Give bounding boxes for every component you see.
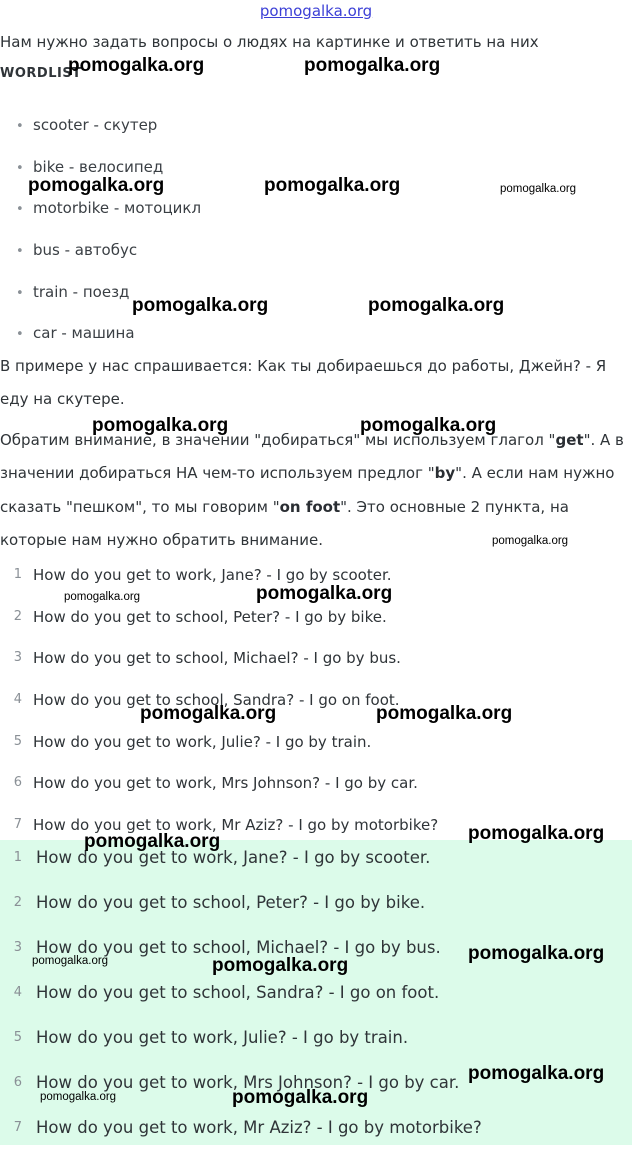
list-item: 3 How do you get to school, Michael? - I go by bus. [13,649,401,668]
list-item: • car - машина [16,318,616,360]
watermark: pomogalka.org [468,1063,605,1084]
watermark: pomogalka.org [304,55,441,76]
watermark: pomogalka.org [40,1091,117,1103]
list-item: 4 How do you get to school, Sandra? - I go on foot. [13,691,400,710]
watermark: pomogalka.org [84,831,221,852]
list-item: 6 How do you get to work, Mrs Johnson? - I go by car. [13,1073,460,1092]
top-site-link[interactable]: pomogalka.org [259,2,373,20]
watermark: pomogalka.org [92,415,229,436]
watermark: pomogalka.org [212,955,349,976]
intro-text: Нам нужно задать вопросы о людях на картинке и ответить на них [0,33,539,51]
watermark: pomogalka.org [468,943,605,964]
keyword-on-foot: on foot [279,497,341,516]
list-item: • train - поезд [16,277,616,319]
bullet-icon: • [16,244,24,260]
explanation-paragraph: Обратим внимание, в значении "добираться" мы используем глагол "get". А в значении добираться НА чем-то используем предлог "by". А если нам нужно сказать "пешком", то мы говорим "on foot". Это основные 2 пункта, на которые нам нужно обратить внимание. [0,431,624,549]
watermark: pomogalka.org [64,591,141,603]
watermark: pomogalka.org [500,183,577,195]
watermark: pomogalka.org [368,295,505,316]
wordlist [16,110,616,360]
list-item: 5 How do you get to work, Julie? - I go by train. [13,1028,409,1047]
watermark: pomogalka.org [376,703,513,724]
watermark: pomogalka.org [68,55,205,76]
list-item: • bus - автобус [16,235,616,277]
watermark: pomogalka.org [264,175,401,196]
watermark: pomogalka.org [140,703,277,724]
bullet-icon: • [16,202,24,218]
bullet-icon: • [16,119,24,134]
list-item: 5 How do you get to work, Julie? - I go by train. [13,732,372,751]
watermark: pomogalka.org [360,415,497,436]
bullet-icon: • [16,285,24,301]
watermark: pomogalka.org [492,535,569,547]
watermark: pomogalka.org [256,583,393,604]
list-item: 1 How do you get to work, Jane? - I go by scooter. [13,566,392,584]
watermark: pomogalka.org [468,823,605,844]
list-item: 1 How do you get to work, Jane? - I go by scooter. [13,848,431,867]
list-item: 2 How do you get to school, Peter? - I go by bike. [13,893,426,912]
watermark: pomogalka.org [132,295,269,316]
list-item: 2 How do you get to school, Peter? - I go by bike. [13,607,387,626]
watermark: pomogalka.org [32,955,109,967]
list-item: 7 How do you get to work, Mr Aziz? - I go by motorbike? [13,816,439,835]
wordlist-heading: WORDLIST [0,66,82,81]
list-item: 3 How do you get to school, Michael? - I go by bus. [13,938,441,957]
example-paragraph: В примере у нас спрашивается: Как ты добираешься до работы, Джейн? - Я еду на скутере. [0,357,607,409]
keyword-by: by [434,464,456,483]
watermark: pomogalka.org [232,1087,369,1108]
list-item: 4 How do you get to school, Sandra? - I go on foot. [13,983,440,1002]
keyword-get: get [555,431,584,449]
bullet-icon: • [16,327,24,343]
list-item: • motorbike - мотоцикл [16,193,616,235]
list-item: 7 How do you get to work, Mr Aziz? - I go by motorbike? [13,1118,482,1137]
watermark: pomogalka.org [28,175,165,196]
highlighted-answers-list [0,843,632,1158]
bullet-icon: • [16,160,24,176]
list-item: • bike - велосипед [16,152,616,194]
list-item: • scooter - скутер [16,110,616,152]
list-item: 6 How do you get to work, Mrs Johnson? - I go by car. [13,774,418,793]
